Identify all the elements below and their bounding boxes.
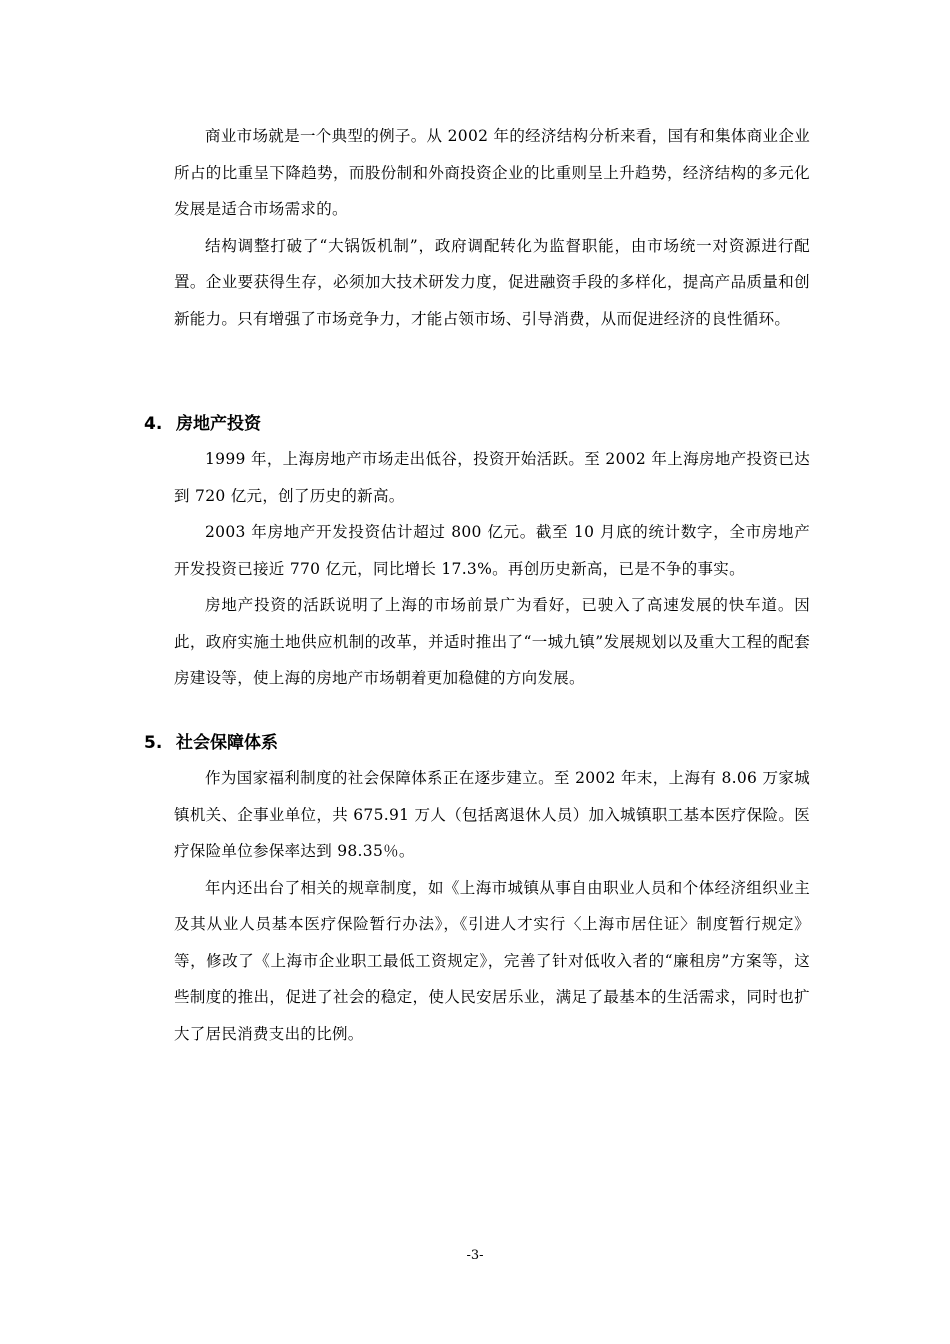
paragraph: 年内还出台了相关的规章制度，如《上海市城镇从事自由职业人员和个体经济组织业主及其从业人员基本医疗保险暂行办法》，《引进人才实行〈上海市居住证〉制度暂行规定》等，修改了《上海市企业职工最低工资规定》，完善了针对低收入者的“廉租房”方案等，这些制度的推出，促进了社会的稳定，使人民安居乐业，满足了最基本的生活需求，同时也扩大了居民消费支出的比例。 — [174, 878, 810, 1043]
page-number: -3- — [466, 1248, 484, 1263]
paragraph: 2003 年房地产开发投资估计超过 800 亿元。截至 10 月底的统计数字，全市房地产开发投资已接近 770 亿元，同比增长 17.3%。再创历史新高，已是不争的事实。 — [174, 523, 810, 578]
paragraph: 结构调整打破了“大锅饭机制”，政府调配转化为监督职能，由市场统一对资源进行配置。企业要获得生存，必须加大技术研发力度，促进融资手段的多样化，提高产品质量和创新能力。只有增强了市场竞争力，才能占领市场、引导消费，从而促进经济的良性循环。 — [174, 236, 810, 328]
intro-section — [174, 118, 810, 337]
paragraph: 房地产投资的活跃说明了上海的市场前景广为看好，已驶入了高速发展的快车道。因此，政府实施土地供应机制的改革，并适时推出了“一城九镇”发展规划以及重大工程的配套房建设等，使上海的房地产市场朝着更加稳健的方向发展。 — [174, 596, 810, 687]
section-heading-real-estate — [144, 412, 261, 436]
section-number: 4. — [144, 414, 163, 434]
section-title: 房地产投资 — [176, 414, 261, 434]
social-security-section — [174, 760, 810, 1052]
section-number: 5. — [144, 733, 163, 753]
section-title: 社会保障体系 — [176, 733, 278, 753]
real-estate-section — [174, 441, 810, 697]
paragraph: 作为国家福利制度的社会保障体系正在逐步建立。至 2002 年末，上海有 8.06 万家城镇机关、企事业单位，共 675.91 万人（包括离退休人员）加入城镇职工基本医疗保险。医疗保险单位参保率达到 98.35％。 — [174, 769, 810, 860]
section-heading-social-security — [144, 731, 278, 755]
paragraph: 1999 年，上海房地产市场走出低谷，投资开始活跃。至 2002 年上海房地产投资已达到 720 亿元，创了历史的新高。 — [174, 450, 810, 505]
paragraph: 商业市场就是一个典型的例子。从 2002 年的经济结构分析来看，国有和集体商业企业所占的比重呈下降趋势，而股份制和外商投资企业的比重则呈上升趋势，经济结构的多元化发展是适合市场需求的。 — [174, 127, 810, 218]
